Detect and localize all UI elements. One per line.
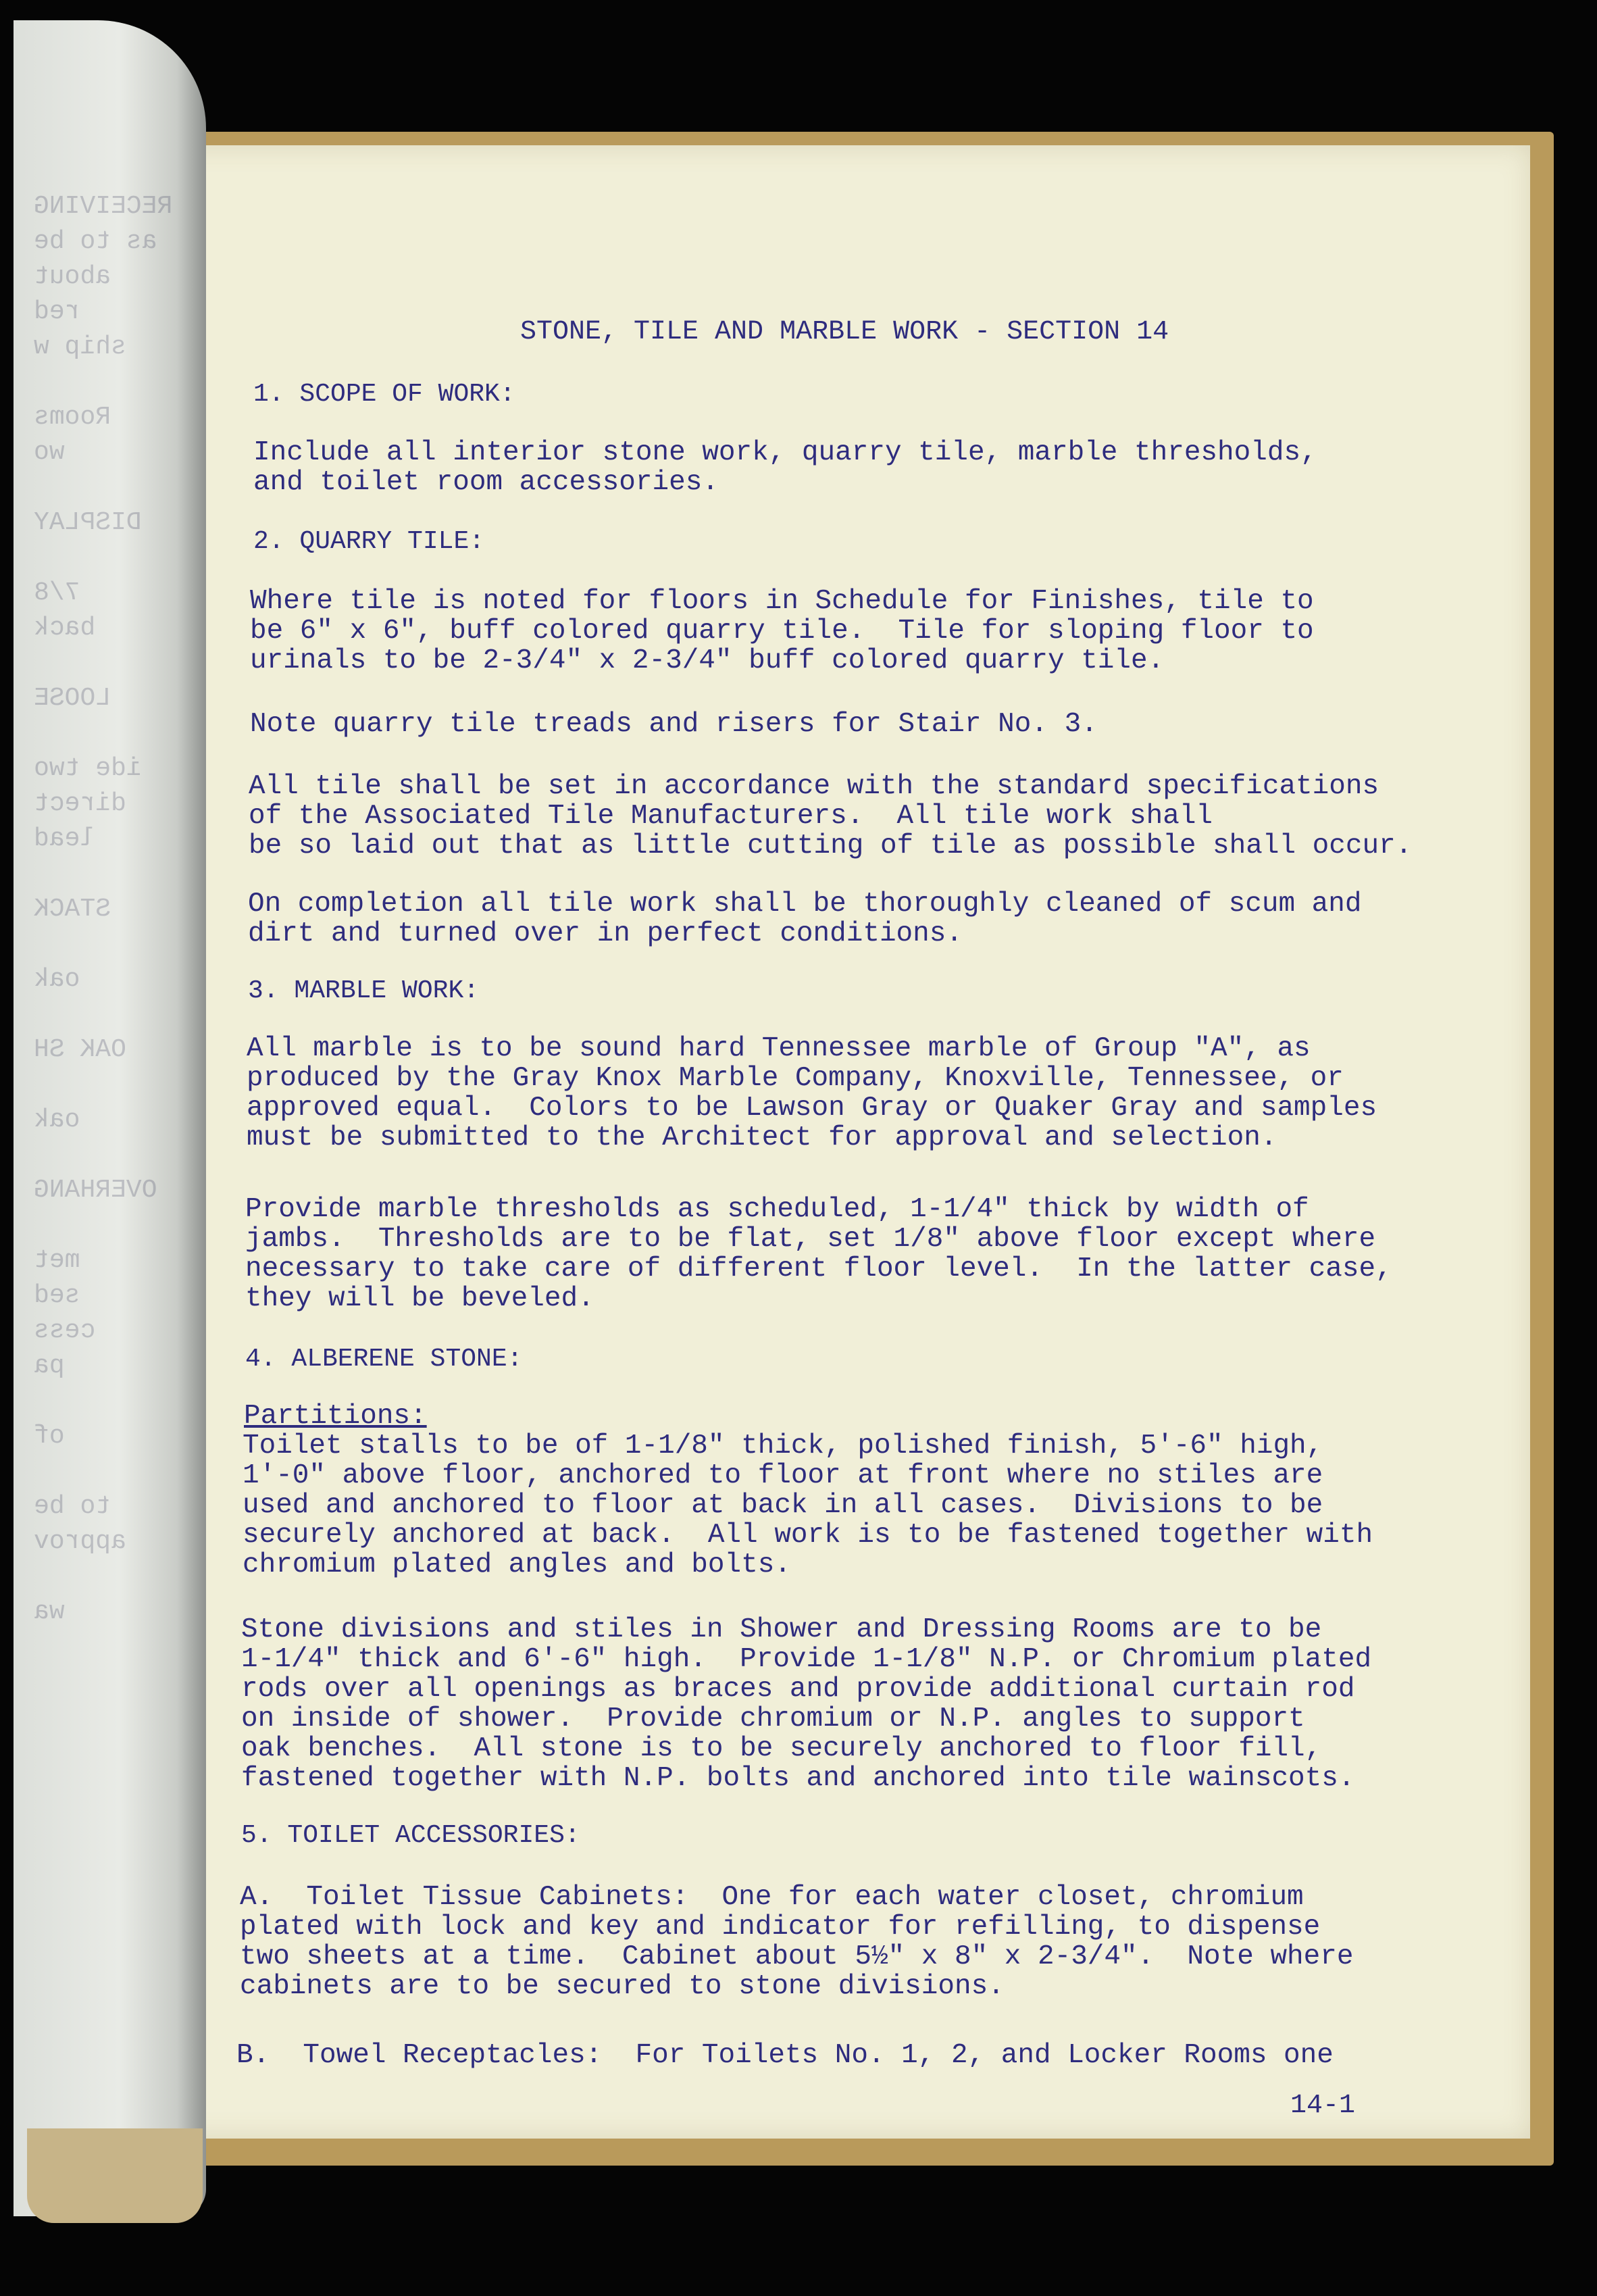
left-page-edge xyxy=(14,20,206,2216)
page-title: STONE, TILE AND MARBLE WORK - SECTION 14 xyxy=(520,317,1169,347)
section-5-heading: 5. TOILET ACCESSORIES: xyxy=(241,1821,580,1850)
section-2-heading: 2. QUARRY TILE: xyxy=(253,527,485,556)
section-1-paragraph-1: Include all interior stone work, quarry tile, marble thresholds, and toilet room accessories. xyxy=(253,437,1317,498)
section-3-heading: 3. MARBLE WORK: xyxy=(248,976,480,1005)
page-number: 14-1 xyxy=(1290,2091,1356,2121)
section-4-paragraph-2: Stone divisions and stiles in Shower and Dressing Rooms are to be 1-1/4" thick and 6'-6" high. Provide 1-1/8" N.P. or Chromium plated rods over all openings as braces and provide additional curtain rod on inside of shower. Provide chromium or N.P. angles to support oak benches. All stone is to be securely anchored to floor fill, fastened together with N.P. bolts and anchored into tile wainscots. xyxy=(241,1614,1372,1794)
section-2-paragraph-3: All tile shall be set in accordance with the standard specifications of the Associated Tile Manufacturers. All tile work shall be so laid out that as little cutting of tile as possible shall occur. xyxy=(249,771,1413,862)
section-3-paragraph-1: All marble is to be sound hard Tennessee marble of Group "A", as produced by the Gray Knox Marble Company, Knoxville, Tennessee, or approved equal. Colors to be Lawson Gray or Quaker Gray and samples must be submitted to the Architect for approval and selection. xyxy=(247,1033,1377,1153)
section-5-paragraph-1: A. Toilet Tissue Cabinets: One for each water closet, chromium plated with lock and key and indicator for refilling, to dispense two sheets at a time. Cabinet about 5½" x 8" x 2-3/4". Note where cabinets are to be secured to stone divisions. xyxy=(240,1882,1354,2002)
section-2-paragraph-1: Where tile is noted for floors in Schedule for Finishes, tile to be 6" x 6", buff colored quarry tile. Tile for sloping floor to urinals to be 2-3/4" x 2-3/4" buff colored quarry tile. xyxy=(250,586,1314,676)
section-4-subheading: Partitions: xyxy=(244,1401,427,1432)
section-4-paragraph-1: Toilet stalls to be of 1-1/8" thick, polished finish, 5'-6" high, 1'-0" above floor, anchored to floor at front where no stiles are used and anchored to floor at back in all cases. Divisions to be securely anchored at back. All work is to be fastened together with chromium plated angles and bolts. xyxy=(243,1430,1373,1580)
section-5-paragraph-2: B. Towel Receptacles: For Toilets No. 1, 2, and Locker Rooms one xyxy=(236,2040,1334,2071)
section-3-paragraph-2: Provide marble thresholds as scheduled, 1-1/4" thick by width of jambs. Thresholds are to be flat, set 1/8" above floor except where necessary to take care of different floor level. In the latter case, they will be beveled. xyxy=(245,1194,1392,1314)
section-2-paragraph-2: Note quarry tile treads and risers for Stair No. 3. xyxy=(250,709,1098,740)
section-2-paragraph-4: On completion all tile work shall be thoroughly cleaned of scum and dirt and turned over in perfect conditions. xyxy=(248,889,1362,949)
bleed-through-text: RECEIVING as to be about red ship w Rooms wo DISPLAY 7/8 back LOOSE ide two direct lead STACK oak OAK SH oak OVERHANG met sed cess pa of to be approv wa xyxy=(34,192,173,1626)
section-4-heading: 4. ALBERENE STONE: xyxy=(245,1345,523,1374)
section-1-heading: 1. SCOPE OF WORK: xyxy=(253,380,515,409)
left-page-bottom xyxy=(27,2128,203,2223)
